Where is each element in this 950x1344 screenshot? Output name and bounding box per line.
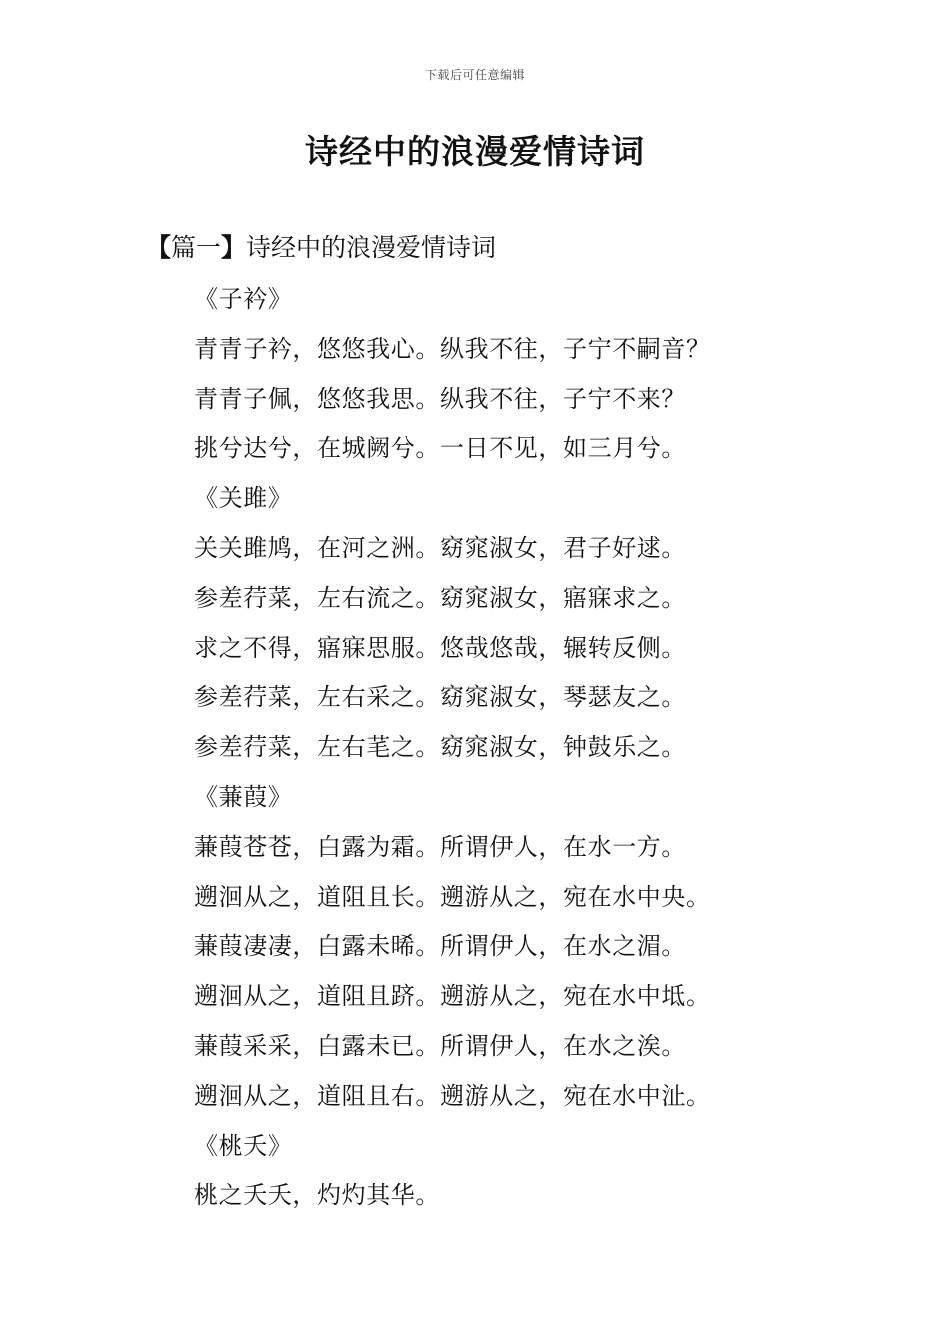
section-label: 篇一 [171,233,222,262]
verse-line: 遡洄从之，道阻且右。遡游从之，宛在水中沚。 [194,1081,711,1110]
verse-line: 参差荇菜，左右采之。窈窕淑女，琴瑟友之。 [194,683,686,712]
verse-line: 遡洄从之，道阻且长。遡游从之，宛在水中央。 [194,882,711,911]
document-title: 诗经中的浪漫爱情诗词 [305,132,645,171]
verse-line: 蒹葭凄凄，白露未晞。所谓伊人，在水之湄。 [194,932,686,961]
header-note: 下载后可任意编辑 [424,68,525,82]
poem-content [194,281,814,1227]
verse-line: 青青子衿，悠悠我心。纵我不往，子宁不嗣音？ [194,334,711,363]
section-heading-text: 诗经中的浪漫爱情诗词 [246,233,497,262]
section-heading [146,230,496,266]
poem-title: 《子衿》 [194,285,293,313]
section-bracket-close: 】 [221,233,247,262]
verse-line: 参差荇菜，左右芼之。窈窕淑女，钟鼓乐之。 [194,733,686,762]
verse-line: 参差荇菜，左右流之。窈窕淑女，寤寐求之。 [194,583,686,612]
verse-line: 青青子佩，悠悠我思。纵我不往，子宁不来？ [194,384,686,413]
verse-line: 遡洄从之，道阻且跻。遡游从之，宛在水中坻。 [194,982,711,1011]
poem-title: 《桃夭》 [194,1131,293,1160]
section-bracket-open: 【 [146,233,172,262]
verse-line: 关关雎鸠，在河之洲。窈窕淑女，君子好逑。 [194,533,686,562]
poem-title: 《关雎》 [194,484,293,513]
verse-line: 蒹葭采采，白露未已。所谓伊人，在水之涘。 [194,1031,686,1060]
verse-line: 挑兮达兮，在城阙兮。一日不见，如三月兮。 [194,434,686,463]
verse-line: 求之不得，寤寐思服。悠哉悠哉，辗转反侧。 [194,633,686,662]
verse-line: 桃之夭夭，灼灼其华。 [194,1181,440,1210]
poem-title: 《蒹葭》 [194,782,293,811]
verse-line: 蒹葭苍苍，白露为霜。所谓伊人，在水一方。 [194,832,686,861]
